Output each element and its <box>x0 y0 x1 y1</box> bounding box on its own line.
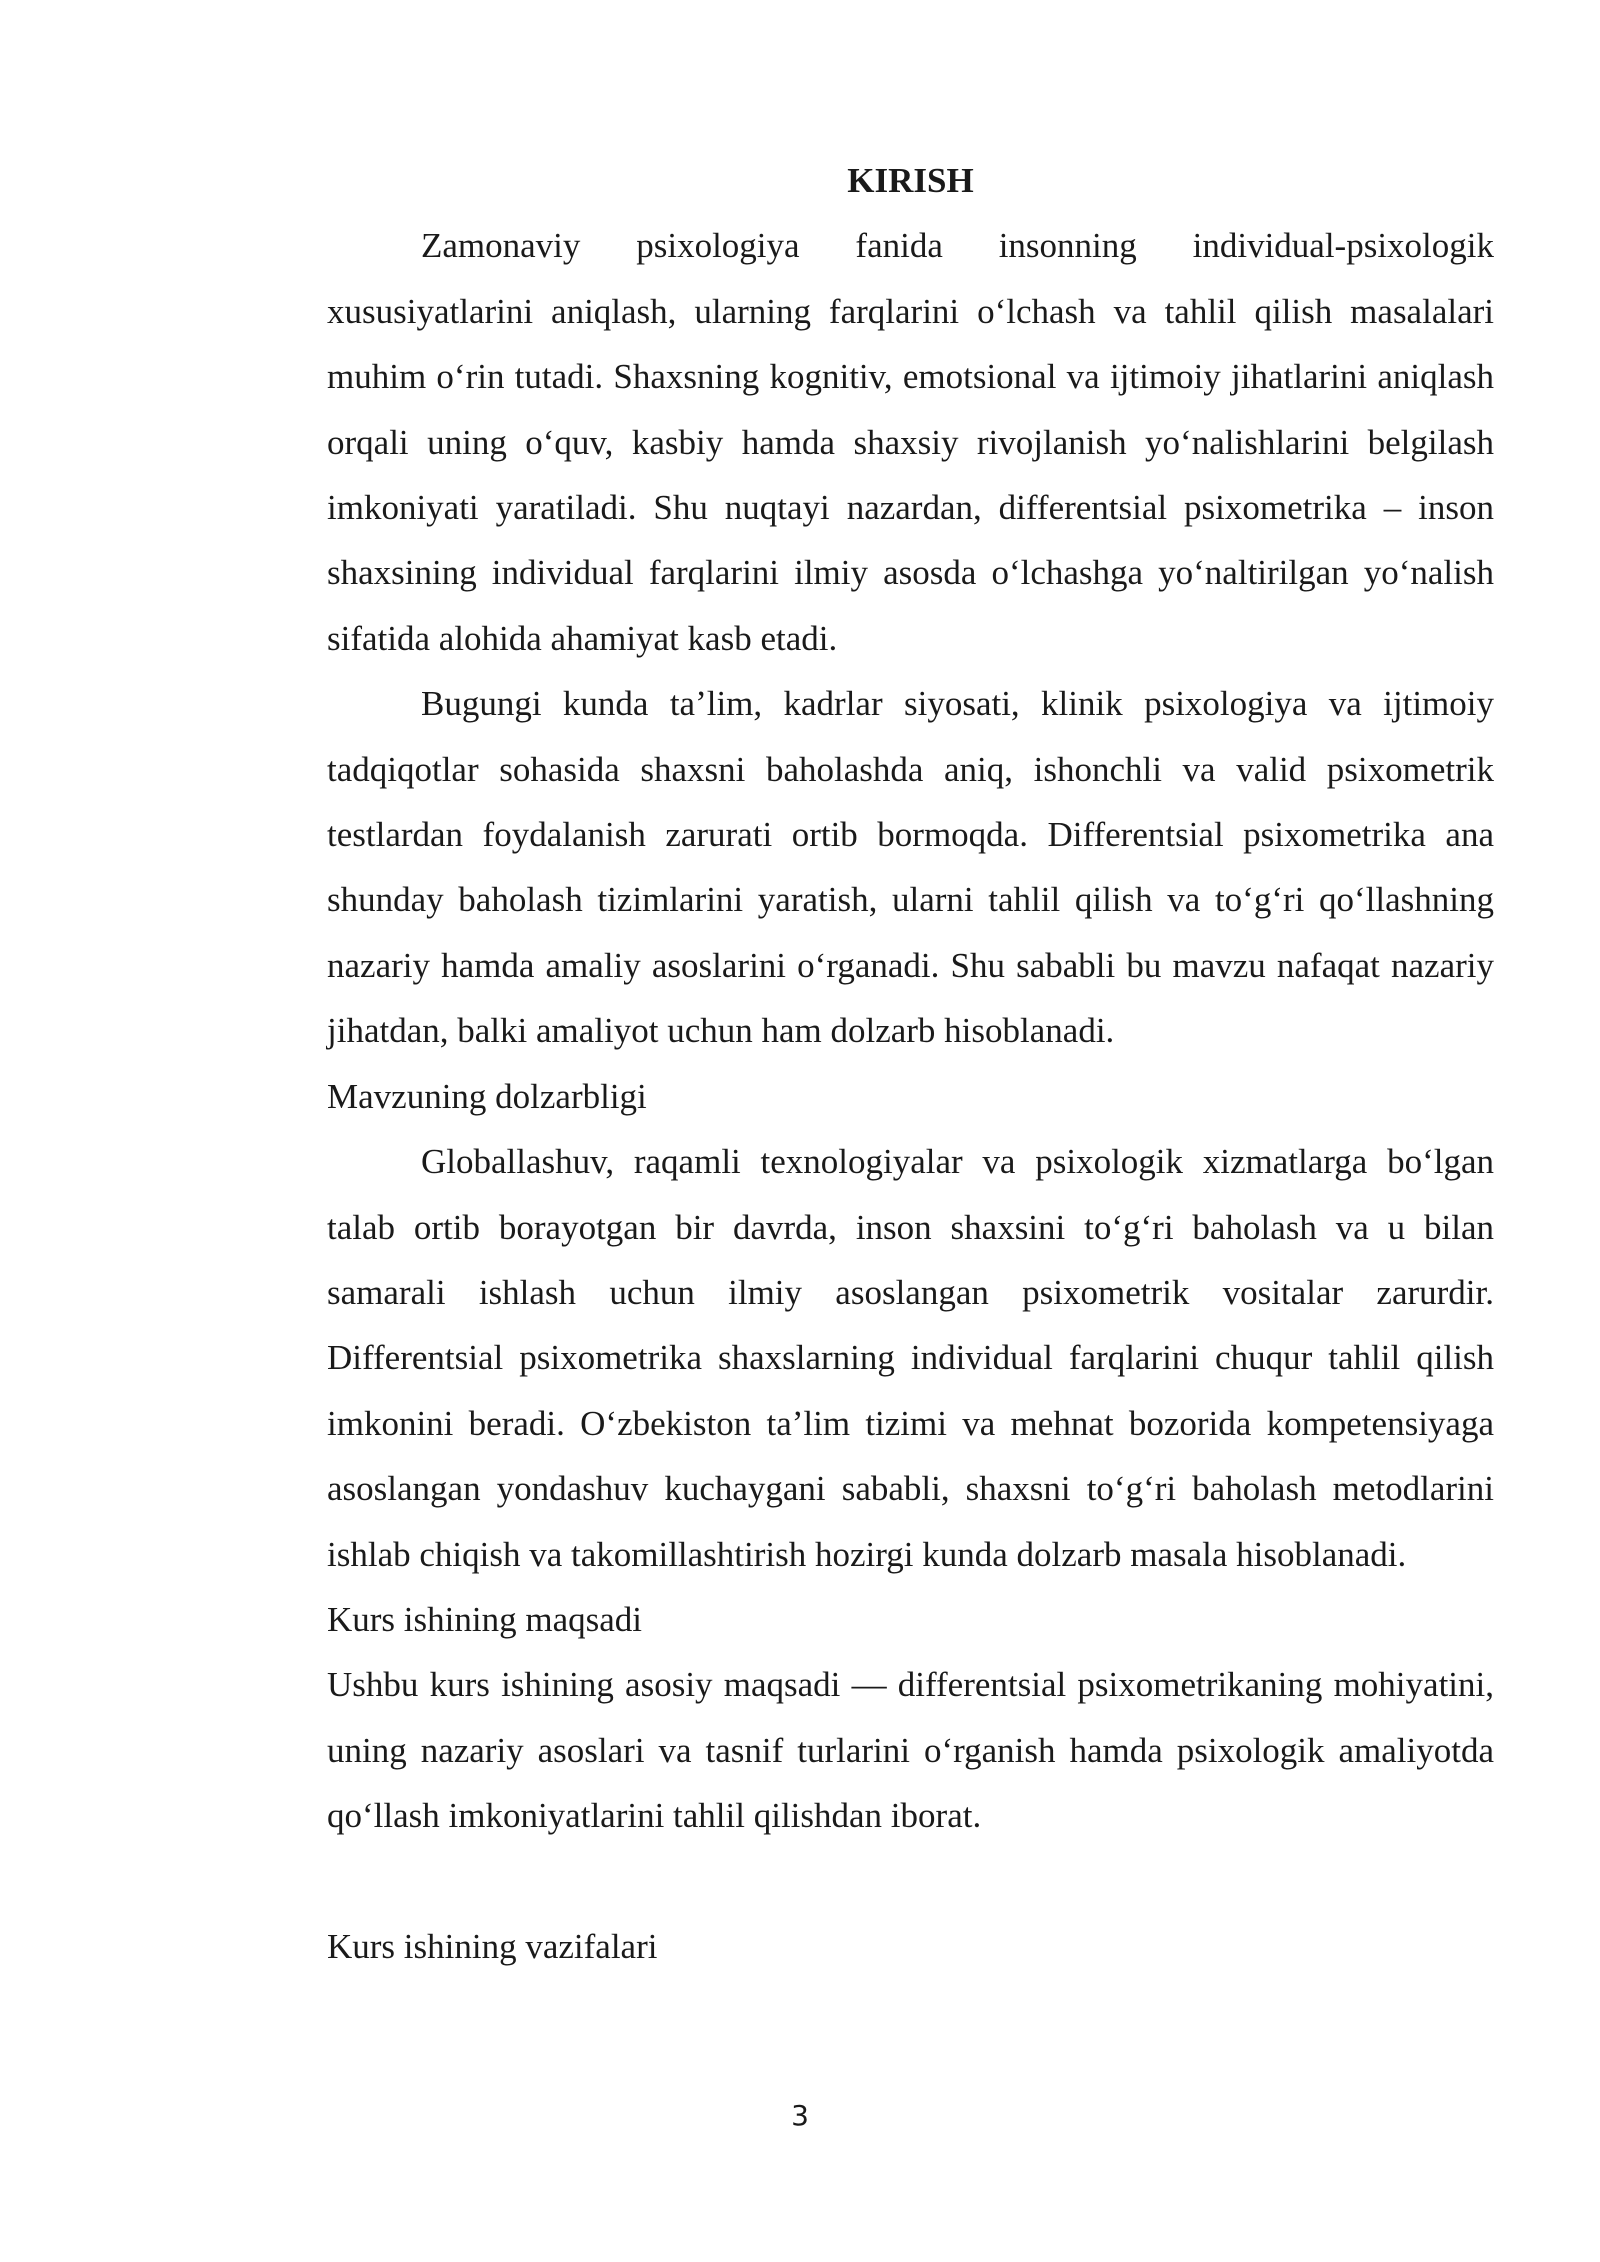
intro-paragraph-2: Bugungi kunda taʼlim, kadrlar siyosati, klinik psixologiya va ijtimoiy tadqiqotlar sohasida shaxsni baholashda aniq, ishonchli va valid psixometrik testlardan foydalanish zarurati ortib bormoqda. Differentsial psixometrika ana shunday baholash tizimlarini yaratish, ularni tahlil qilish va toʻgʻri qoʻllashning nazariy hamda amaliy asoslarini oʻrganadi. Shu sababli bu mavzu nafaqat nazariy jihatdan, balki amaliyot uchun ham dolzarb hisoblanadi. <box>327 684 1494 1051</box>
relevance-heading: Mavzuning dolzarbligi <box>327 1076 647 1116</box>
goal-paragraph: Ushbu kurs ishining asosiy maqsadi — differentsial psixometrikaning mohiyatini, uning nazariy asoslari va tasnif turlarini oʻrganish hamda psixologik amaliyotda qoʻllash imkoniyatlarini tahlil qilishdan iborat. <box>327 1665 1494 1836</box>
relevance-paragraph: Globallashuv, raqamli texnologiyalar va psixologik xizmatlarga boʻlgan talab ortib borayotgan bir davrda, inson shaxsini toʻgʻri baholash va u bilan samarali ishlash uchun ilmiy asoslangan psixometrik vositalar zarurdir. Differentsial psixometrika shaxslarning individual farqlarini chuqur tahlil qilish imkonini beradi. Oʻzbekiston taʼlim tizimi va mehnat bozorida kompetensiyaga asoslangan yondashuv kuchaygani sababli, shaxsni toʻgʻri baholash metodlarini ishlab chiqish va takomillashtirish hozirgi kunda dolzarb masala hisoblanadi. <box>327 1142 1494 1574</box>
blank-line <box>327 1849 1494 1914</box>
intro-paragraph-1: Zamonaviy psixologiya fanida insonning individual-psixologik xususiyatlarini aniqlash, ularning farqlarini oʻlchash va tahlil qilish masalalari muhim oʻrin tutadi. Shaxsning kognitiv, emotsional va ijtimoiy jihatlarini aniqlash orqali uning oʻquv, kasbiy hamda shaxsiy rivojlanish yoʻnalishlarini belgilash imkoniyati yaratiladi. Shu nuqtayi nazardan, differentsial psixometrika – inson shaxsining individual farqlarini ilmiy asosda oʻlchashga yoʻnaltirilgan yoʻnalish sifatida alohida ahamiyat kasb etadi. <box>327 226 1494 658</box>
section-title: KIRISH <box>847 161 974 200</box>
tasks-heading: Kurs ishining vazifalari <box>327 1926 658 1966</box>
page-content <box>327 148 1494 1979</box>
goal-heading: Kurs ishining maqsadi <box>327 1599 642 1639</box>
page-number: 3 <box>791 2099 809 2132</box>
